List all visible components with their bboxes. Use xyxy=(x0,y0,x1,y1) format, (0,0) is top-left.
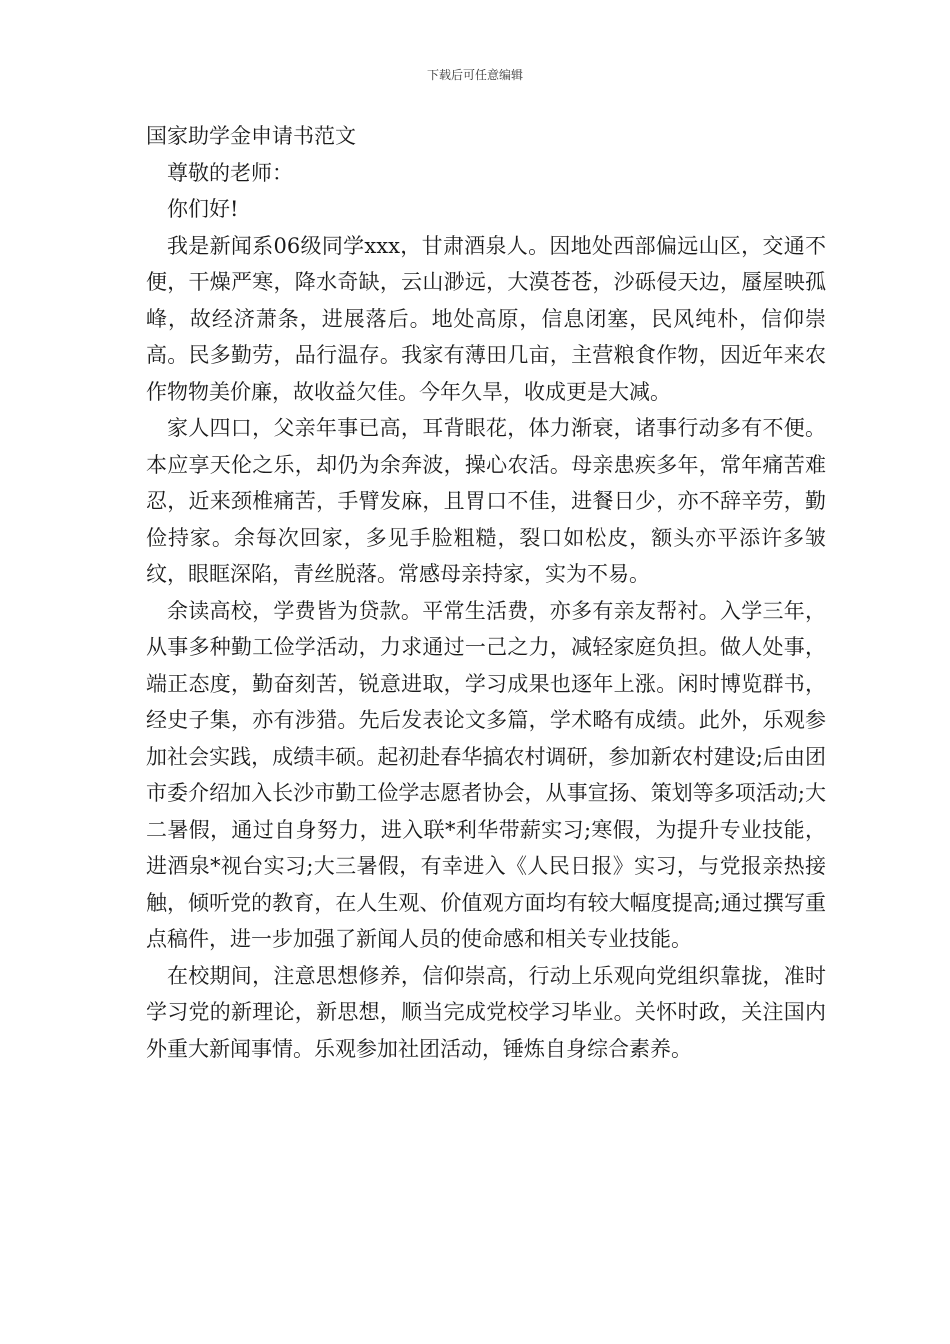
page-header-note: 下载后可任意编辑 xyxy=(426,68,523,82)
document-body xyxy=(146,118,826,1067)
document-title: 国家助学金申请书范文 xyxy=(146,124,356,148)
salutation: 尊敬的老师： xyxy=(167,160,293,185)
greeting: 你们好! xyxy=(167,197,239,221)
paragraph-hometown: 我是新闻系06级同学xxx，甘肃酒泉人。因地处西部偏远山区，交通不便，干燥严寒，降水奇缺，云山渺远，大漠苍苍，沙砾侵天边，蜃屋映孤峰，故经济萧条，进展落后。地处高原，信息闭塞，民风纯朴，信仰崇高。民多勤劳，品行温存。我家有薄田几亩，主营粮食作物，因近年来农作物物美价廉，故收益欠佳。今年久旱，收成更是大减。 xyxy=(146,233,826,404)
paragraph-campus: 在校期间，注意思想修养，信仰崇高，行动上乐观向党组织靠拢，准时学习党的新理论，新思想，顺当完成党校学习毕业。关怀时政，关注国内外重大新闻事情。乐观参加社团活动，锤炼自身综合素养。 xyxy=(146,963,826,1061)
paragraph-family: 家人四口，父亲年事已高，耳背眼花，体力渐衰，诸事行动多有不便。本应享天伦之乐，却仍为余奔波，操心农活。母亲患疾多年，常年痛苦难忍，近来颈椎痛苦，手臂发麻，且胃口不佳，进餐日少，亦不辞辛劳，勤俭持家。余每次回家，多见手脸粗糙，裂口如松皮，额头亦平添许多皱纹，眼眶深陷，青丝脱落。常感母亲持家，实为不易。 xyxy=(146,416,826,586)
paragraph-study-work: 余读高校，学费皆为贷款。平常生活费，亦多有亲友帮衬。入学三年，从事多种勤工俭学活动，力求通过一己之力，减轻家庭负担。做人处事，端正态度，勤奋刻苦，锐意进取，学习成果也逐年上涨。闲时博览群书，经史子集，亦有涉猎。先后发表论文多篇，学术略有成绩。此外，乐观参加社会实践，成绩丰硕。起初赴春华搞农村调研，参加新农村建设;后由团市委介绍加入长沙市勤工俭学志愿者协会，从事宣扬、策划等多项活动;大二暑假，通过自身努力，进入联*利华带薪实习;寒假，为提升专业技能，进酒泉*视台实习;大三暑假，有幸进入《人民日报》实习，与党报亲热接触，倾听党的教育，在人生观、价值观方面均有较大幅度提高;通过撰写重点稿件，进一步加强了新闻人员的使命感和相关专业技能。 xyxy=(146,598,826,951)
